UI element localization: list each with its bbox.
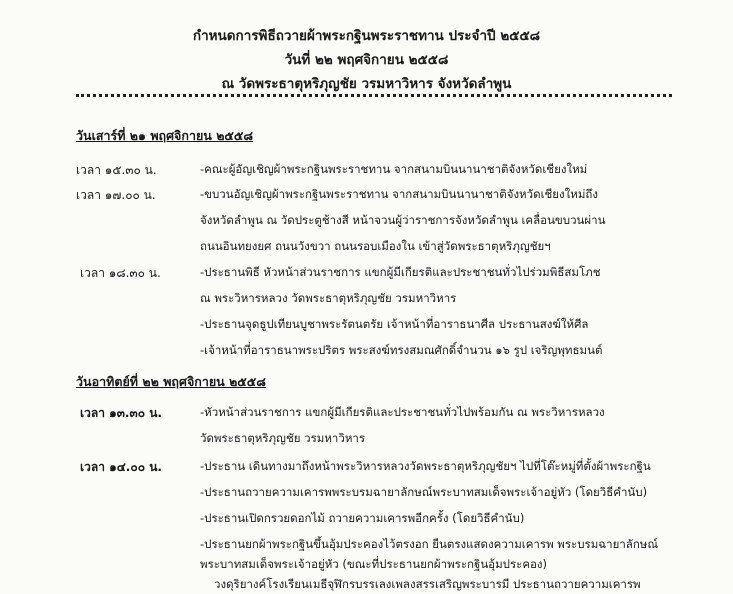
schedule-line: -ประธานเปิดกรวยดอกไม้ ถวายความเคารพอีกครั้ง (โดยวิธีคำนับ) bbox=[200, 511, 525, 525]
schedule-line: -ประธานยกผ้าพระกฐินขึ้นอุ้มประคองไว้ตรงอก ยืนตรงแสดงความเคารพ พระบรมฉายาลักษณ์ bbox=[200, 537, 659, 551]
document-date: วันที่ ๒๒ พฤศจิกายน ๒๕๕๘ bbox=[284, 52, 449, 68]
schedule-time: เวลา ๑๘.๓๐ น. bbox=[80, 266, 161, 280]
schedule-line: พระบาทสมเด็จพระเจ้าอยู่หัว (ขณะที่ประธานยกผ้าพระกฐินอุ้มประคอง) bbox=[200, 557, 548, 571]
schedule-line: -คณะผู้อัญเชิญผ้าพระกฐินพระราชทาน จากสนามบินนานาชาติจังหวัดเชียงใหม่ bbox=[200, 162, 588, 176]
schedule-line: จังหวัดลำพูน ณ วัดประตูช้างสี หน้าจวนผู้ว่าราชการจังหวัดลำพูน เคลื่อนขบวนผ่าน bbox=[200, 213, 606, 227]
schedule-time: เวลา ๑๔.๐๐ น. bbox=[80, 460, 162, 474]
schedule-line: วัดพระธาตุหริภุญชัย วรมหาวิหาร bbox=[200, 431, 366, 445]
day1-heading: วันเสาร์ที่ ๒๑ พฤศจิกายน ๒๕๕๘ bbox=[76, 128, 253, 143]
schedule-line: -ประธานจุดธูปเทียนบูชาพระรัตนตรัย เจ้าหน้าที่อาราธนาศีล ประธานสงฆ์ให้ศีล bbox=[200, 317, 589, 331]
document-title: กำหนดการพิธีถวายผ้าพระกฐินพระราชทาน ประจำปี ๒๕๕๘ bbox=[192, 28, 541, 44]
schedule-line: -หัวหน้าส่วนราชการ แขกผู้มีเกียรติและประชาชนทั่วไปพร้อมกัน ณ พระวิหารหลวง bbox=[200, 405, 605, 419]
schedule-line: ถนนอินทยงยศ ถนนวังขวา ถนนรอบเมืองใน เข้าสู่วัดพระธาตุหริภุญชัยฯ bbox=[200, 239, 551, 253]
schedule-line: -เจ้าหน้าที่อาราธนาพระปริตร พระสงฆ์ทรงสมณศักดิ์จำนวน ๑๖ รูป เจริญพุทธมนต์ bbox=[200, 343, 603, 357]
dotted-divider bbox=[76, 94, 672, 97]
schedule-line: ณ พระวิหารหลวง วัดพระธาตุหริภุญชัย วรมหาวิหาร bbox=[200, 291, 457, 305]
schedule-line: -ประธาน เดินทางมาถึงหน้าพระวิหารหลวงวัดพระธาตุหริภุญชัยฯ ไปที่โต๊ะหมู่ที่ตั้งผ้าพระกฐิน bbox=[200, 459, 651, 473]
day2-heading: วันอาทิตย์ที่ ๒๒ พฤศจิกายน ๒๕๕๘ bbox=[76, 374, 266, 389]
schedule-time: เวลา ๑๓.๓๐ น. bbox=[80, 406, 162, 420]
document-venue: ณ วัดพระธาตุหริภุญชัย วรมหาวิหาร จังหวัดลำพูน bbox=[221, 76, 512, 92]
schedule-time: เวลา ๑๕.๓๐ น. bbox=[76, 163, 157, 177]
schedule-line: -ประธานถวายความเคารพพระบรมฉายาลักษณ์พระบาทสมเด็จพระเจ้าอยู่หัว (โดยวิธีคำนับ) bbox=[200, 485, 648, 499]
schedule-line: -ขบวนอัญเชิญผ้าพระกฐินพระราชทาน จากสนามบินนานาชาติจังหวัดเชียงใหม่ถึง bbox=[200, 187, 599, 201]
schedule-line: -ประธานพิธี หัวหน้าส่วนราชการ แขกผู้มีเกียรติและประชาชนทั่วไปร่วมพิธีสมโภช bbox=[200, 265, 601, 279]
schedule-time: เวลา ๑๗.๐๐ น. bbox=[76, 188, 156, 202]
schedule-line: วงดุริยางค์โรงเรียนเมธีจุฬิกรบรรเลงเพลงสรรเสริญพระบารมี ประธานถวายความเคารพ bbox=[214, 577, 641, 591]
